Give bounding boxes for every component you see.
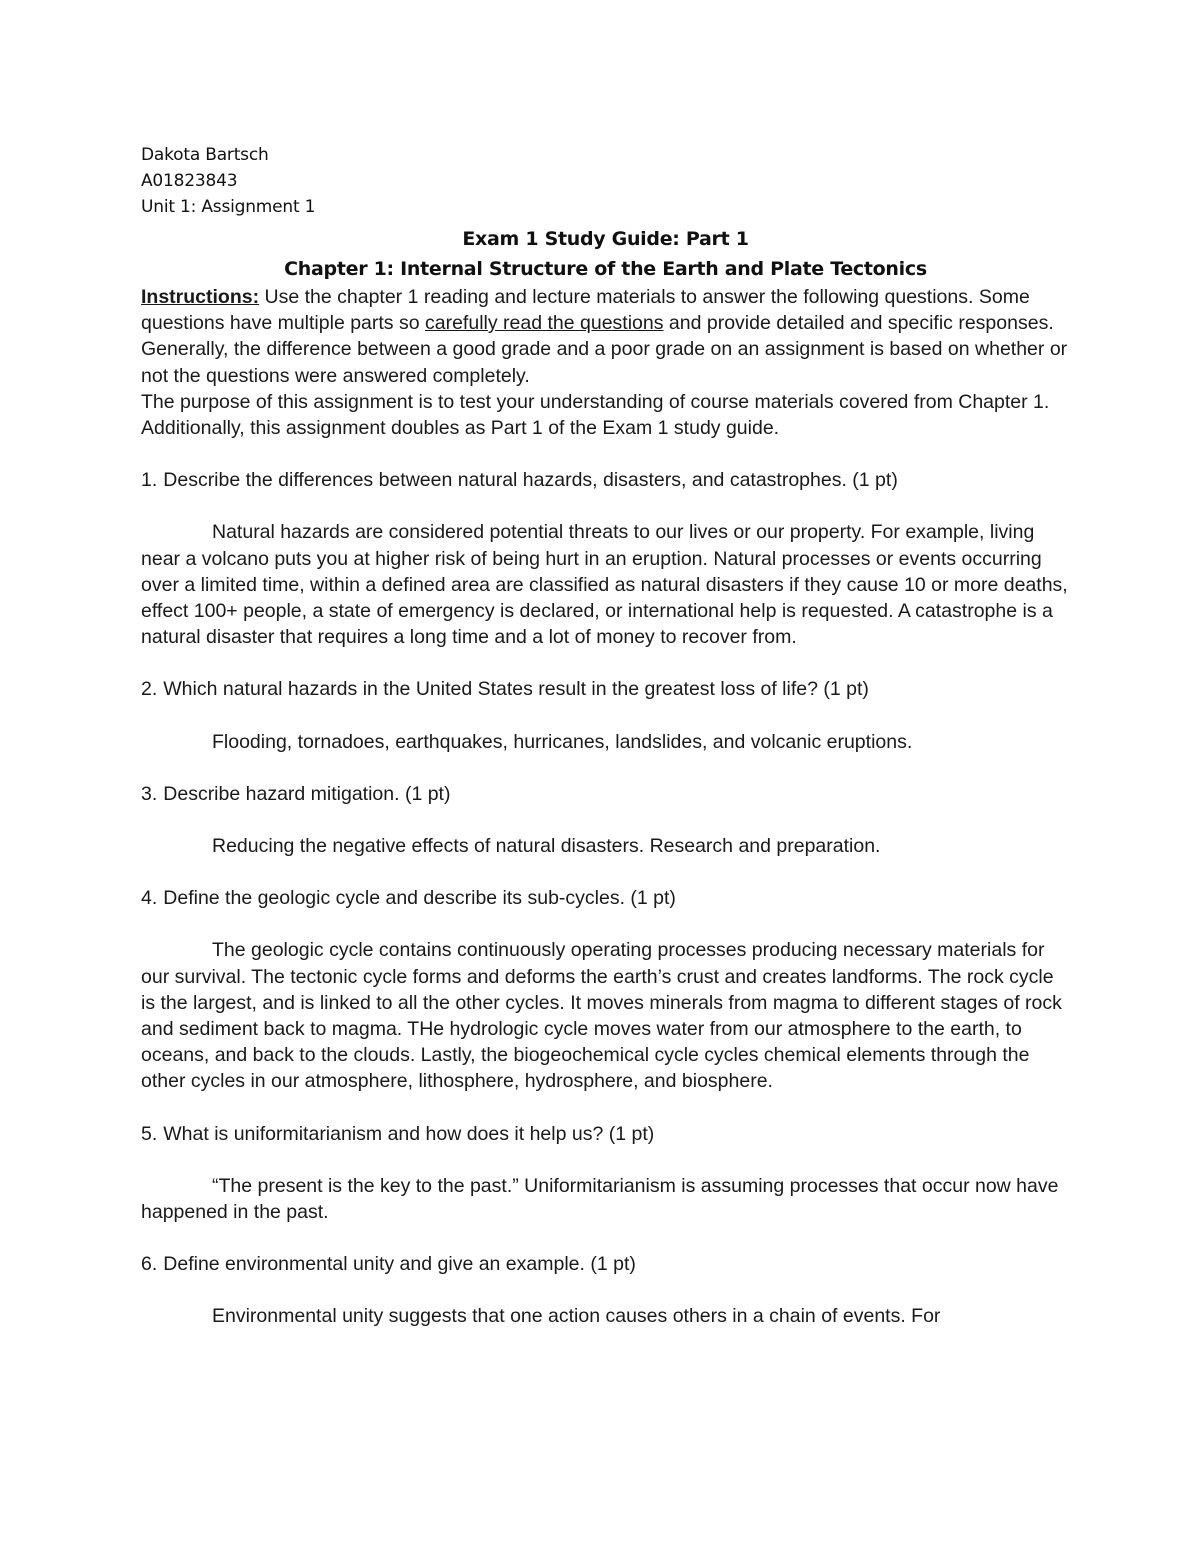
answer-5: “The present is the key to the past.” Uniformitarianism is assuming processes that occur now have happened in the past. [141,1174,1059,1224]
instructions-block [141,284,1070,441]
document-subtitle: Chapter 1: Internal Structure of the Earth and Plate Tectonics [284,258,927,280]
instructions-part-b: and provide detailed and specific responses. Generally, the difference between a good grade and a poor grade on an assignment is based on whether or not the questions were answered completely. [141,312,1068,387]
question-5 [141,1121,1070,1147]
purpose-paragraph: The purpose of this assignment is to test your understanding of course materials covered from Chapter 1. Additionally, this assignment doubles as Part 1 of the Exam 1 study guide. [141,390,1050,440]
question-3 [141,781,1070,807]
question-number: 3. [141,782,158,805]
answer-2: Flooding, tornadoes, earthquakes, hurricanes, landslides, and volcanic eruptions. [212,730,913,753]
question-2 [141,676,1070,702]
question-1 [141,467,1070,493]
answer-1: Natural hazards are considered potential threats to our lives or our property. For example, living near a volcano puts you at higher risk of being hurt in an eruption. Natural processes or events occurring over a limited time, within a defined area are classified as natural disasters if they cause 10 or more deaths, effect 100+ people, a state of emergency is declared, or international help is requested. A catastrophe is a natural disaster that requires a long time and a lot of money to recover from. [141,521,1068,649]
question-text: Define the geologic cycle and describe its sub-cycles. (1 pt) [163,887,676,910]
instructions-part-a: Some questions have multiple parts so [141,286,1030,335]
question-number: 6. [141,1253,158,1276]
instructions-line-1: Use the chapter 1 reading and lecture materials to answer the following questions. [259,286,974,308]
question-block-2 [141,676,1070,754]
question-text: Describe hazard mitigation. (1 pt) [163,782,451,805]
student-name: Dakota Bartsch [141,145,269,165]
question-number: 2. [141,678,158,701]
question-block-6 [141,1251,1070,1329]
question-text: Describe the differences between natural hazards, disasters, and catastrophes. (1 pt) [163,469,898,492]
question-number: 1. [141,469,158,492]
instructions-underlined: carefully read the questions [425,312,664,335]
answer-3: Reducing the negative effects of natural disasters. Research and preparation. [212,835,881,858]
question-block-5 [141,1121,1070,1226]
question-number: 5. [141,1122,158,1145]
question-6 [141,1251,1070,1277]
question-text: Which natural hazards in the United States result in the greatest loss of life? (1 pt) [163,678,869,701]
assignment-label: Unit 1: Assignment 1 [141,197,316,217]
instructions-paragraph [141,284,1070,389]
question-number: 4. [141,887,158,910]
question-text: Define environmental unity and give an example. (1 pt) [163,1253,636,1276]
answer-6: Environmental unity suggests that one action causes others in a chain of events. For [212,1305,941,1328]
document-title: Exam 1 Study Guide: Part 1 [462,228,749,250]
question-block-4 [141,885,1070,1094]
question-block-1 [141,467,1070,650]
student-id: A01823843 [141,171,238,191]
question-text: What is uniformitarianism and how does it help us? (1 pt) [163,1122,655,1145]
instructions-label: Instructions: [141,286,260,308]
question-4 [141,885,1070,911]
answer-4: The geologic cycle contains continuously operating processes producing necessary materials for our survival. The tectonic cycle forms and deforms the earth’s crust and creates landforms. The rock cycle is the largest, and is linked to all the other cycles. It moves minerals from magma to different stages of rock and sediment back to magma. THe hydrologic cycle moves water from our atmosphere to the earth, to oceans, and back to the clouds. Lastly, the biogeochemical cycle cycles chemical elements through the other cycles in our atmosphere, lithosphere, hydrosphere, and biosphere. [141,939,1062,1093]
question-block-3 [141,781,1070,859]
